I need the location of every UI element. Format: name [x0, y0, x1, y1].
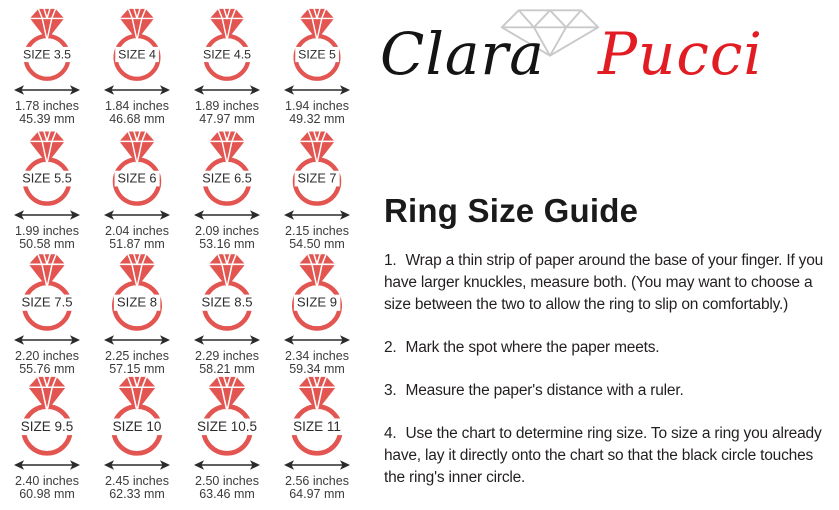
ring-with-diamond-icon	[281, 7, 353, 83]
ring-size-inches: 2.20 inches	[15, 349, 79, 363]
ring-size-label: SIZE 5	[295, 47, 338, 62]
ring-size-inches: 1.99 inches	[15, 224, 79, 238]
ring-size-label: SIZE 6.5	[199, 171, 254, 187]
ring-size-grid	[2, 1, 362, 501]
step-text: Mark the spot where the paper meets.	[405, 339, 660, 356]
ring-size-label: SIZE 6	[115, 171, 160, 187]
brand-logo	[380, 6, 820, 106]
ring-with-diamond-icon	[99, 252, 176, 333]
ring-size-mm: 46.68 mm	[109, 112, 165, 126]
ring-size-cell	[2, 126, 92, 251]
ring-size-label: SIZE 7	[295, 171, 340, 187]
ring-with-diamond-icon	[191, 7, 263, 83]
ring-size-cell	[92, 376, 182, 501]
ring-size-label: SIZE 11	[290, 418, 344, 435]
instruction-step	[384, 380, 836, 402]
ring-size-mm: 63.46 mm	[199, 487, 255, 501]
ring-size-inches: 2.50 inches	[195, 474, 259, 488]
double-headed-arrow-icon	[14, 209, 80, 221]
ring-size-inches: 1.84 inches	[105, 99, 169, 113]
double-headed-arrow-icon	[284, 209, 350, 221]
ring-size-inches: 2.15 inches	[285, 224, 349, 238]
ring-size-label: SIZE 9.5	[18, 418, 77, 435]
ring-size-inches: 2.40 inches	[15, 474, 79, 488]
ring-size-mm: 62.33 mm	[109, 487, 165, 501]
ring-size-mm: 55.76 mm	[19, 362, 75, 376]
ring-size-cell	[272, 376, 362, 501]
double-headed-arrow-icon	[284, 334, 350, 346]
instruction-list	[384, 250, 836, 510]
ring-size-mm: 53.16 mm	[199, 237, 255, 251]
ring-size-label: SIZE 4	[115, 47, 158, 62]
ring-size-mm: 54.50 mm	[289, 237, 345, 251]
ring-size-cell	[272, 126, 362, 251]
ring-size-inches: 2.34 inches	[285, 349, 349, 363]
page-title: Ring Size Guide	[384, 192, 639, 229]
ring-size-cell	[272, 251, 362, 376]
ring-size-label: SIZE 4.5	[200, 47, 254, 62]
ring-size-mm: 60.98 mm	[19, 487, 75, 501]
double-headed-arrow-icon	[104, 209, 170, 221]
ring-size-inches: 2.25 inches	[105, 349, 169, 363]
ring-size-inches: 1.94 inches	[285, 99, 349, 113]
double-headed-arrow-icon	[194, 334, 260, 346]
step-number: 2.	[384, 339, 397, 356]
ring-size-mm: 57.15 mm	[109, 362, 165, 376]
ring-size-cell	[182, 251, 272, 376]
double-headed-arrow-icon	[104, 334, 170, 346]
ring-with-diamond-icon	[11, 7, 83, 83]
ring-size-mm: 49.32 mm	[289, 112, 345, 126]
step-number: 4.	[384, 425, 397, 442]
double-headed-arrow-icon	[284, 459, 350, 471]
ring-with-diamond-icon	[280, 130, 354, 208]
ring-size-inches: 2.04 inches	[105, 224, 169, 238]
ring-size-cell	[182, 376, 272, 501]
ring-size-cell	[2, 251, 92, 376]
ring-size-label: SIZE 3.5	[20, 47, 74, 62]
ring-size-label: SIZE 8.5	[198, 295, 255, 311]
ring-size-cell	[182, 126, 272, 251]
step-text: Wrap a thin strip of paper around the base of your finger. If you have larger knuckles, measure both. (You may want to choose a size between the two to allow the ring to slip on comfortably.)	[384, 252, 824, 313]
ring-with-diamond-icon	[9, 252, 86, 333]
ring-with-diamond-icon	[279, 252, 356, 333]
step-text: Use the chart to determine ring size. To size a ring you already have, lay it directly onto the chart so that the black circle touches the ring's inner circle.	[384, 425, 822, 486]
double-headed-arrow-icon	[194, 209, 260, 221]
double-headed-arrow-icon	[14, 459, 80, 471]
double-headed-arrow-icon	[284, 84, 350, 96]
ring-size-inches: 2.09 inches	[195, 224, 259, 238]
ring-with-diamond-icon	[10, 130, 84, 208]
ring-size-cell	[92, 1, 182, 126]
ring-size-mm: 51.87 mm	[109, 237, 165, 251]
instruction-step	[384, 423, 836, 489]
ring-size-cell	[92, 251, 182, 376]
ring-size-cell	[182, 1, 272, 126]
double-headed-arrow-icon	[104, 84, 170, 96]
ring-size-mm: 64.97 mm	[289, 487, 345, 501]
brand-name-first: Clara	[380, 20, 545, 88]
ring-size-label: SIZE 7.5	[18, 295, 75, 311]
ring-with-diamond-icon	[189, 252, 266, 333]
ring-with-diamond-icon	[101, 7, 173, 83]
ring-size-cell	[92, 126, 182, 251]
ring-size-label: SIZE 8	[114, 295, 160, 311]
ring-size-mm: 50.58 mm	[19, 237, 75, 251]
ring-size-mm: 47.97 mm	[199, 112, 255, 126]
double-headed-arrow-icon	[14, 334, 80, 346]
ring-with-diamond-icon	[190, 130, 264, 208]
ring-with-diamond-icon	[187, 375, 266, 458]
guide-panel	[372, 0, 837, 501]
ring-size-cell	[2, 1, 92, 126]
ring-size-inches: 2.29 inches	[195, 349, 259, 363]
step-text: Measure the paper's distance with a ruler.	[405, 382, 684, 399]
step-number: 1.	[384, 252, 397, 269]
double-headed-arrow-icon	[194, 84, 260, 96]
ring-size-cell	[272, 1, 362, 126]
ring-size-inches: 1.78 inches	[15, 99, 79, 113]
double-headed-arrow-icon	[194, 459, 260, 471]
ring-size-mm: 59.34 mm	[289, 362, 345, 376]
ring-size-label: SIZE 10	[109, 418, 164, 435]
instruction-step	[384, 250, 836, 316]
ring-with-diamond-icon	[97, 375, 176, 458]
ring-size-label: SIZE 5.5	[19, 171, 74, 187]
ring-size-label: SIZE 9	[294, 295, 340, 311]
ring-size-label: SIZE 10.5	[194, 418, 260, 435]
ring-with-diamond-icon	[100, 130, 174, 208]
double-headed-arrow-icon	[104, 459, 170, 471]
double-headed-arrow-icon	[14, 84, 80, 96]
ring-size-cell	[2, 376, 92, 501]
ring-size-inches: 2.56 inches	[285, 474, 349, 488]
instruction-step	[384, 337, 836, 359]
ring-size-mm: 58.21 mm	[199, 362, 255, 376]
ring-size-inches: 1.89 inches	[195, 99, 259, 113]
ring-with-diamond-icon	[7, 375, 86, 458]
ring-size-inches: 2.45 inches	[105, 474, 169, 488]
ring-with-diamond-icon	[277, 375, 356, 458]
step-number: 3.	[384, 382, 397, 399]
brand-name-second: Pucci	[598, 20, 763, 88]
ring-size-mm: 45.39 mm	[19, 112, 75, 126]
